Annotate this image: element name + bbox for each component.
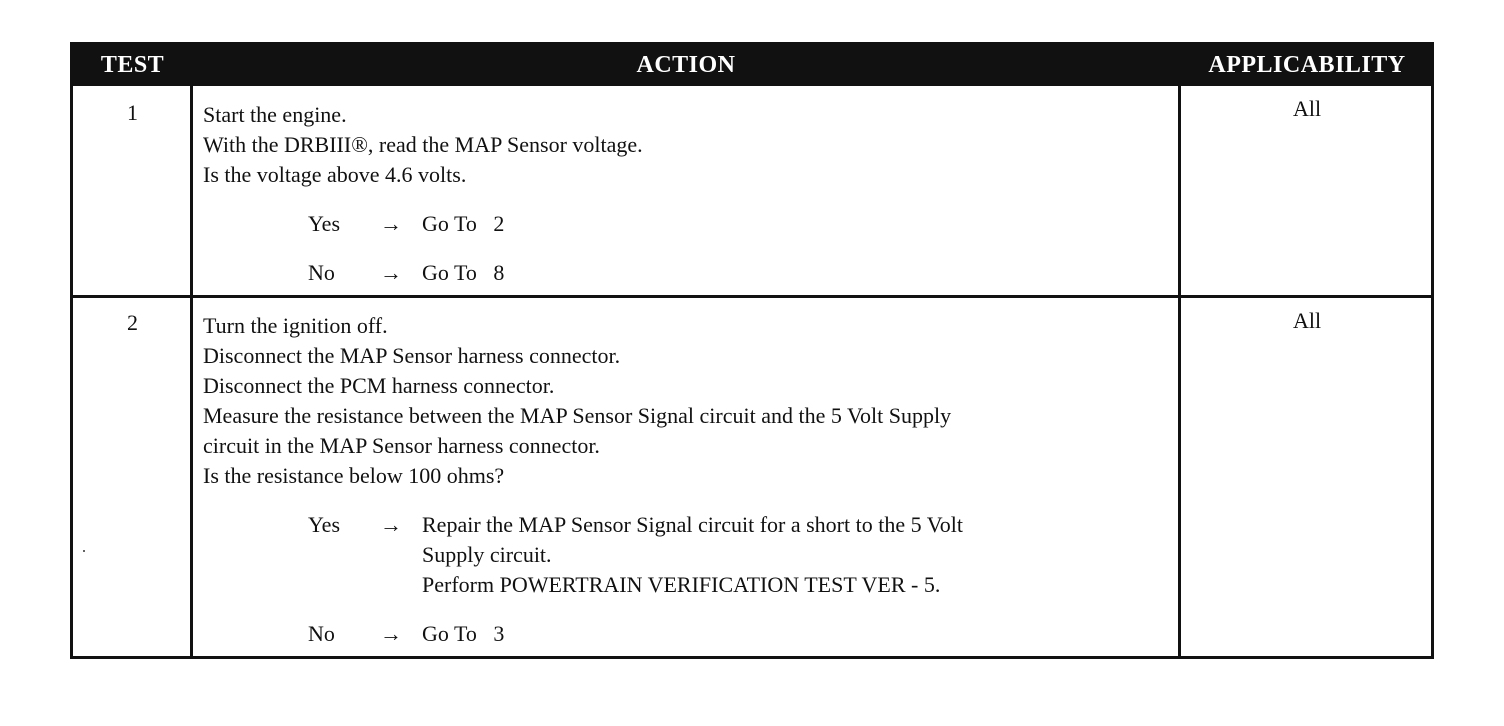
response-result	[422, 510, 1172, 600]
response-answer: No	[308, 621, 335, 646]
table-header	[73, 45, 1431, 86]
action-cell	[203, 311, 1178, 649]
result-line: Supply circuit.	[422, 542, 552, 567]
response-no	[308, 258, 1178, 288]
action-line: Is the resistance below 100 ohms?	[203, 463, 505, 488]
result-line: Repair the MAP Sensor Signal circuit for a short to the 5 Volt	[422, 512, 963, 537]
action-line: Disconnect the PCM harness connector.	[203, 373, 555, 398]
table-row	[73, 86, 1431, 296]
scan-speck	[83, 550, 85, 552]
action-line: Disconnect the MAP Sensor harness connector.	[203, 343, 621, 368]
response-no	[308, 619, 1178, 649]
header-applicability: APPLICABILITY	[1208, 52, 1406, 78]
response-answer: Yes	[308, 211, 341, 236]
diagnostic-test-table	[70, 42, 1434, 659]
action-line: Is the voltage above 4.6 volts.	[203, 162, 467, 187]
action-line: Turn the ignition off.	[203, 313, 388, 338]
arrow-icon: →	[380, 260, 402, 285]
action-line: With the DRBIII®, read the MAP Sensor voltage.	[203, 132, 643, 157]
response-result: Go To 3	[422, 621, 505, 646]
arrow-icon: →	[380, 211, 402, 236]
applicability-cell: All	[1292, 308, 1322, 333]
arrow-icon: →	[380, 621, 402, 646]
action-cell	[203, 100, 1178, 288]
test-number: 2	[127, 310, 138, 335]
response-yes	[308, 209, 1178, 239]
test-number: 1	[127, 100, 138, 125]
response-result: Go To 8	[422, 260, 505, 285]
response-answer: Yes	[308, 512, 341, 537]
applicability-cell: All	[1292, 96, 1322, 121]
arrow-icon: →	[380, 512, 402, 537]
action-line: Start the engine.	[203, 102, 347, 127]
result-line: Perform POWERTRAIN VERIFICATION TEST VER - 5.	[422, 572, 941, 597]
response-answer: No	[308, 260, 335, 285]
response-result: Go To 2	[422, 211, 505, 236]
action-line: Measure the resistance between the MAP Sensor Signal circuit and the 5 Volt Supply	[203, 403, 952, 428]
response-yes	[308, 510, 1178, 600]
table-row	[73, 298, 1431, 660]
header-test: TEST	[100, 52, 165, 78]
action-line: circuit in the MAP Sensor harness connector.	[203, 433, 600, 458]
header-action: ACTION	[636, 52, 736, 78]
